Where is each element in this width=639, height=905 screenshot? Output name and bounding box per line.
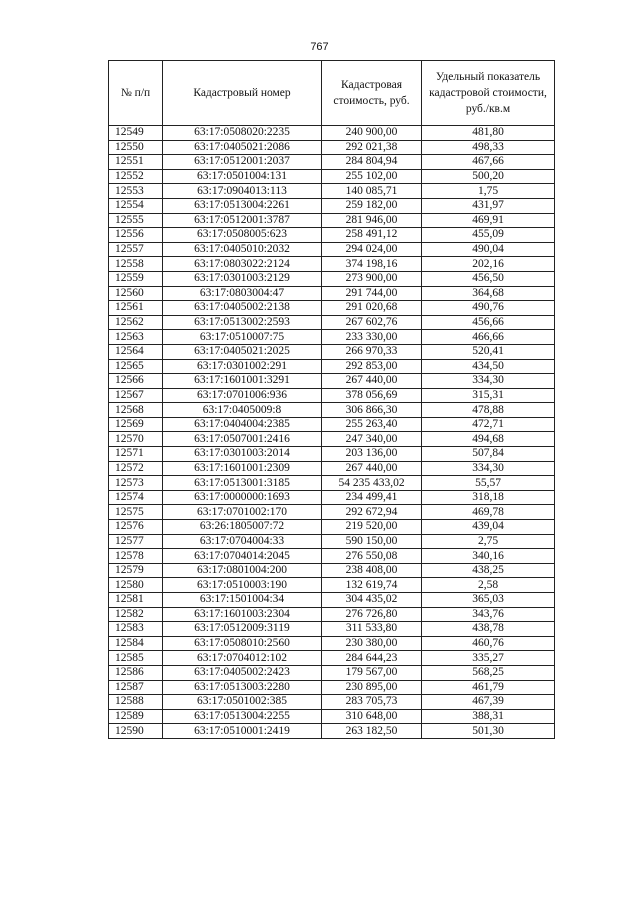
specific-cost-cell: 455,09 (422, 228, 555, 243)
row-number-cell: 12550 (109, 140, 163, 155)
specific-cost-cell: 469,91 (422, 213, 555, 228)
table-row (109, 417, 555, 432)
specific-cost-cell: 500,20 (422, 169, 555, 184)
cadastral-cost-cell: 292 672,94 (322, 505, 422, 520)
table-row (109, 403, 555, 418)
row-number-cell: 12553 (109, 184, 163, 199)
cadastral-cost-cell: 54 235 433,02 (322, 476, 422, 491)
specific-cost-cell: 501,30 (422, 724, 555, 739)
row-number-cell: 12566 (109, 374, 163, 389)
row-number-cell: 12583 (109, 622, 163, 637)
table-row (109, 578, 555, 593)
row-number-cell: 12570 (109, 432, 163, 447)
cadastral-number-cell: 63:17:0701006:936 (163, 388, 322, 403)
specific-cost-cell: 1,75 (422, 184, 555, 199)
cadastral-cost-cell: 292 853,00 (322, 359, 422, 374)
cadastral-number-cell: 63:17:0704012:102 (163, 651, 322, 666)
cadastral-cost-cell: 281 946,00 (322, 213, 422, 228)
specific-cost-cell: 55,57 (422, 476, 555, 491)
cadastral-cost-cell: 276 550,08 (322, 549, 422, 564)
table-row (109, 724, 555, 739)
specific-cost-cell: 2,58 (422, 578, 555, 593)
cadastral-cost-cell: 267 440,00 (322, 461, 422, 476)
cadastral-number-cell: 63:17:0405021:2086 (163, 140, 322, 155)
cadastral-number-cell: 63:17:0508010:2560 (163, 636, 322, 651)
row-number-cell: 12574 (109, 490, 163, 505)
cadastral-number-cell: 63:17:0000000:1693 (163, 490, 322, 505)
row-number-cell: 12554 (109, 198, 163, 213)
cadastral-number-cell: 63:17:0512001:2037 (163, 155, 322, 170)
cadastral-number-cell: 63:17:0405010:2032 (163, 242, 322, 257)
table-row (109, 242, 555, 257)
specific-cost-cell: 456,66 (422, 315, 555, 330)
cadastral-cost-cell: 310 648,00 (322, 709, 422, 724)
cadastral-number-cell: 63:17:0513004:2261 (163, 198, 322, 213)
cadastral-number-cell: 63:17:0904013:113 (163, 184, 322, 199)
cadastral-cost-cell: 255 102,00 (322, 169, 422, 184)
cadastral-cost-cell: 230 895,00 (322, 680, 422, 695)
specific-cost-cell: 507,84 (422, 447, 555, 462)
specific-cost-cell: 202,16 (422, 257, 555, 272)
cadastral-number-cell: 63:17:0513002:2593 (163, 315, 322, 330)
table-row (109, 520, 555, 535)
row-number-cell: 12560 (109, 286, 163, 301)
row-number-cell: 12585 (109, 651, 163, 666)
cadastral-cost-cell: 378 056,69 (322, 388, 422, 403)
row-number-cell: 12576 (109, 520, 163, 535)
row-number-cell: 12580 (109, 578, 163, 593)
table-row (109, 680, 555, 695)
table-row (109, 198, 555, 213)
table-row (109, 622, 555, 637)
specific-cost-cell: 472,71 (422, 417, 555, 432)
cadastral-cost-cell: 247 340,00 (322, 432, 422, 447)
specific-cost-cell: 318,18 (422, 490, 555, 505)
cadastral-cost-cell: 311 533,80 (322, 622, 422, 637)
cadastral-cost-cell: 230 380,00 (322, 636, 422, 651)
table-row (109, 286, 555, 301)
specific-cost-cell: 438,78 (422, 622, 555, 637)
table-row (109, 169, 555, 184)
cadastral-number-cell: 63:17:0405009:8 (163, 403, 322, 418)
cadastral-number-cell: 63:17:0510007:75 (163, 330, 322, 345)
row-number-cell: 12557 (109, 242, 163, 257)
cadastral-cost-cell: 374 198,16 (322, 257, 422, 272)
specific-cost-cell: 498,33 (422, 140, 555, 155)
row-number-cell: 12549 (109, 126, 163, 141)
table-row (109, 374, 555, 389)
cadastral-number-cell: 63:17:0510001:2419 (163, 724, 322, 739)
cadastral-cost-cell: 234 499,41 (322, 490, 422, 505)
cadastral-cost-cell: 276 726,80 (322, 607, 422, 622)
cadastral-number-cell: 63:17:0510003:190 (163, 578, 322, 593)
cadastral-cost-cell: 291 020,68 (322, 301, 422, 316)
table-row (109, 447, 555, 462)
cadastral-cost-cell: 292 021,38 (322, 140, 422, 155)
specific-cost-cell: 439,04 (422, 520, 555, 535)
cadastral-number-cell: 63:17:0704004:33 (163, 534, 322, 549)
cadastral-number-cell: 63:17:0508005:623 (163, 228, 322, 243)
table-row (109, 490, 555, 505)
row-number-cell: 12586 (109, 665, 163, 680)
specific-cost-cell: 365,03 (422, 593, 555, 608)
cadastral-number-cell: 63:17:0512009:3119 (163, 622, 322, 637)
specific-cost-cell: 466,66 (422, 330, 555, 345)
row-number-cell: 12559 (109, 271, 163, 286)
cadastral-number-cell: 63:17:1601001:2309 (163, 461, 322, 476)
specific-cost-cell: 335,27 (422, 651, 555, 666)
table-row (109, 432, 555, 447)
row-number-cell: 12573 (109, 476, 163, 491)
specific-cost-cell: 364,68 (422, 286, 555, 301)
cadastral-number-cell: 63:17:0513001:3185 (163, 476, 322, 491)
specific-cost-cell: 460,76 (422, 636, 555, 651)
cadastral-number-cell: 63:17:0801004:200 (163, 563, 322, 578)
cadastral-number-cell: 63:17:0405002:2423 (163, 665, 322, 680)
table-row (109, 709, 555, 724)
table-row (109, 651, 555, 666)
cadastral-cost-cell: 294 024,00 (322, 242, 422, 257)
cadastral-number-cell: 63:17:1601001:3291 (163, 374, 322, 389)
table-row (109, 126, 555, 141)
row-number-cell: 12569 (109, 417, 163, 432)
cadastral-cost-cell: 283 705,73 (322, 695, 422, 710)
row-number-cell: 12577 (109, 534, 163, 549)
cadastral-number-cell: 63:17:0704014:2045 (163, 549, 322, 564)
row-number-cell: 12590 (109, 724, 163, 739)
specific-cost-cell: 461,79 (422, 680, 555, 695)
table-row (109, 344, 555, 359)
row-number-cell: 12564 (109, 344, 163, 359)
specific-cost-cell: 340,16 (422, 549, 555, 564)
specific-cost-cell: 469,78 (422, 505, 555, 520)
specific-cost-cell: 2,75 (422, 534, 555, 549)
row-number-cell: 12551 (109, 155, 163, 170)
row-number-cell: 12561 (109, 301, 163, 316)
table-row (109, 563, 555, 578)
header-row-number: № п/п (109, 61, 163, 126)
cadastral-cost-cell: 304 435,02 (322, 593, 422, 608)
cadastral-cost-cell: 140 085,71 (322, 184, 422, 199)
specific-cost-cell: 467,39 (422, 695, 555, 710)
row-number-cell: 12562 (109, 315, 163, 330)
table-row (109, 388, 555, 403)
table-row (109, 330, 555, 345)
row-number-cell: 12563 (109, 330, 163, 345)
table-row (109, 534, 555, 549)
cadastral-cost-cell: 179 567,00 (322, 665, 422, 680)
row-number-cell: 12567 (109, 388, 163, 403)
page-number: 767 (310, 41, 329, 53)
table-row (109, 315, 555, 330)
row-number-cell: 12579 (109, 563, 163, 578)
cadastral-cost-cell: 219 520,00 (322, 520, 422, 535)
row-number-cell: 12581 (109, 593, 163, 608)
row-number-cell: 12587 (109, 680, 163, 695)
table-row (109, 228, 555, 243)
cadastral-number-cell: 63:17:0701002:170 (163, 505, 322, 520)
cadastral-number-cell: 63:17:0405002:2138 (163, 301, 322, 316)
cadastral-number-cell: 63:17:0512001:3787 (163, 213, 322, 228)
cadastral-number-cell: 63:17:0508020:2235 (163, 126, 322, 141)
row-number-cell: 12572 (109, 461, 163, 476)
table-row (109, 140, 555, 155)
cadastral-cost-cell: 238 408,00 (322, 563, 422, 578)
specific-cost-cell: 456,50 (422, 271, 555, 286)
table-row (109, 461, 555, 476)
cadastral-cost-cell: 267 440,00 (322, 374, 422, 389)
table-row (109, 476, 555, 491)
cadastral-number-cell: 63:17:0405021:2025 (163, 344, 322, 359)
cadastral-cost-cell: 284 644,23 (322, 651, 422, 666)
cadastral-cost-cell: 259 182,00 (322, 198, 422, 213)
header-cadastral-number: Кадастровый номер (163, 61, 322, 126)
cadastral-number-cell: 63:17:0404004:2385 (163, 417, 322, 432)
cadastral-cost-cell: 240 900,00 (322, 126, 422, 141)
table-row (109, 257, 555, 272)
row-number-cell: 12588 (109, 695, 163, 710)
table-row (109, 359, 555, 374)
cadastral-cost-cell: 263 182,50 (322, 724, 422, 739)
row-number-cell: 12568 (109, 403, 163, 418)
cadastral-cost-cell: 203 136,00 (322, 447, 422, 462)
cadastral-table (108, 60, 555, 739)
cadastral-cost-cell: 132 619,74 (322, 578, 422, 593)
cadastral-cost-cell: 266 970,33 (322, 344, 422, 359)
cadastral-cost-cell: 291 744,00 (322, 286, 422, 301)
table-body (109, 126, 555, 739)
cadastral-cost-cell: 284 804,94 (322, 155, 422, 170)
table-row (109, 301, 555, 316)
row-number-cell: 12575 (109, 505, 163, 520)
row-number-cell: 12558 (109, 257, 163, 272)
row-number-cell: 12552 (109, 169, 163, 184)
cadastral-number-cell: 63:17:0501002:385 (163, 695, 322, 710)
row-number-cell: 12565 (109, 359, 163, 374)
cadastral-number-cell: 63:17:0507001:2416 (163, 432, 322, 447)
specific-cost-cell: 343,76 (422, 607, 555, 622)
specific-cost-cell: 490,76 (422, 301, 555, 316)
specific-cost-cell: 334,30 (422, 461, 555, 476)
header-specific-cost: Удельный показатель кадастровой стоимости, руб./кв.м (422, 61, 555, 126)
cadastral-cost-cell: 258 491,12 (322, 228, 422, 243)
row-number-cell: 12589 (109, 709, 163, 724)
cadastral-number-cell: 63:17:0803004:47 (163, 286, 322, 301)
cadastral-number-cell: 63:17:1501004:34 (163, 593, 322, 608)
row-number-cell: 12556 (109, 228, 163, 243)
specific-cost-cell: 334,30 (422, 374, 555, 389)
cadastral-cost-cell: 590 150,00 (322, 534, 422, 549)
table-row (109, 271, 555, 286)
table-row (109, 607, 555, 622)
cadastral-cost-cell: 255 263,40 (322, 417, 422, 432)
specific-cost-cell: 478,88 (422, 403, 555, 418)
table-row (109, 695, 555, 710)
header-cadastral-cost: Кадастровая стоимость, руб. (322, 61, 422, 126)
specific-cost-cell: 490,04 (422, 242, 555, 257)
specific-cost-cell: 520,41 (422, 344, 555, 359)
cadastral-number-cell: 63:17:0301003:2129 (163, 271, 322, 286)
table-row (109, 593, 555, 608)
specific-cost-cell: 467,66 (422, 155, 555, 170)
cadastral-number-cell: 63:17:0513003:2280 (163, 680, 322, 695)
cadastral-number-cell: 63:17:0301003:2014 (163, 447, 322, 462)
table-row (109, 636, 555, 651)
cadastral-number-cell: 63:17:0501004:131 (163, 169, 322, 184)
row-number-cell: 12571 (109, 447, 163, 462)
specific-cost-cell: 388,31 (422, 709, 555, 724)
cadastral-number-cell: 63:26:1805007:72 (163, 520, 322, 535)
row-number-cell: 12584 (109, 636, 163, 651)
specific-cost-cell: 568,25 (422, 665, 555, 680)
table-row (109, 665, 555, 680)
table-row (109, 505, 555, 520)
cadastral-cost-cell: 267 602,76 (322, 315, 422, 330)
specific-cost-cell: 438,25 (422, 563, 555, 578)
specific-cost-cell: 315,31 (422, 388, 555, 403)
specific-cost-cell: 431,97 (422, 198, 555, 213)
cadastral-number-cell: 63:17:0301002:291 (163, 359, 322, 374)
cadastral-cost-cell: 233 330,00 (322, 330, 422, 345)
specific-cost-cell: 481,80 (422, 126, 555, 141)
row-number-cell: 12578 (109, 549, 163, 564)
table-row (109, 549, 555, 564)
cadastral-cost-cell: 306 866,30 (322, 403, 422, 418)
table-row (109, 155, 555, 170)
table-row (109, 184, 555, 199)
specific-cost-cell: 434,50 (422, 359, 555, 374)
cadastral-number-cell: 63:17:1601003:2304 (163, 607, 322, 622)
row-number-cell: 12582 (109, 607, 163, 622)
cadastral-number-cell: 63:17:0513004:2255 (163, 709, 322, 724)
table-row (109, 213, 555, 228)
cadastral-cost-cell: 273 900,00 (322, 271, 422, 286)
table-header-row (109, 61, 555, 126)
row-number-cell: 12555 (109, 213, 163, 228)
cadastral-number-cell: 63:17:0803022:2124 (163, 257, 322, 272)
specific-cost-cell: 494,68 (422, 432, 555, 447)
